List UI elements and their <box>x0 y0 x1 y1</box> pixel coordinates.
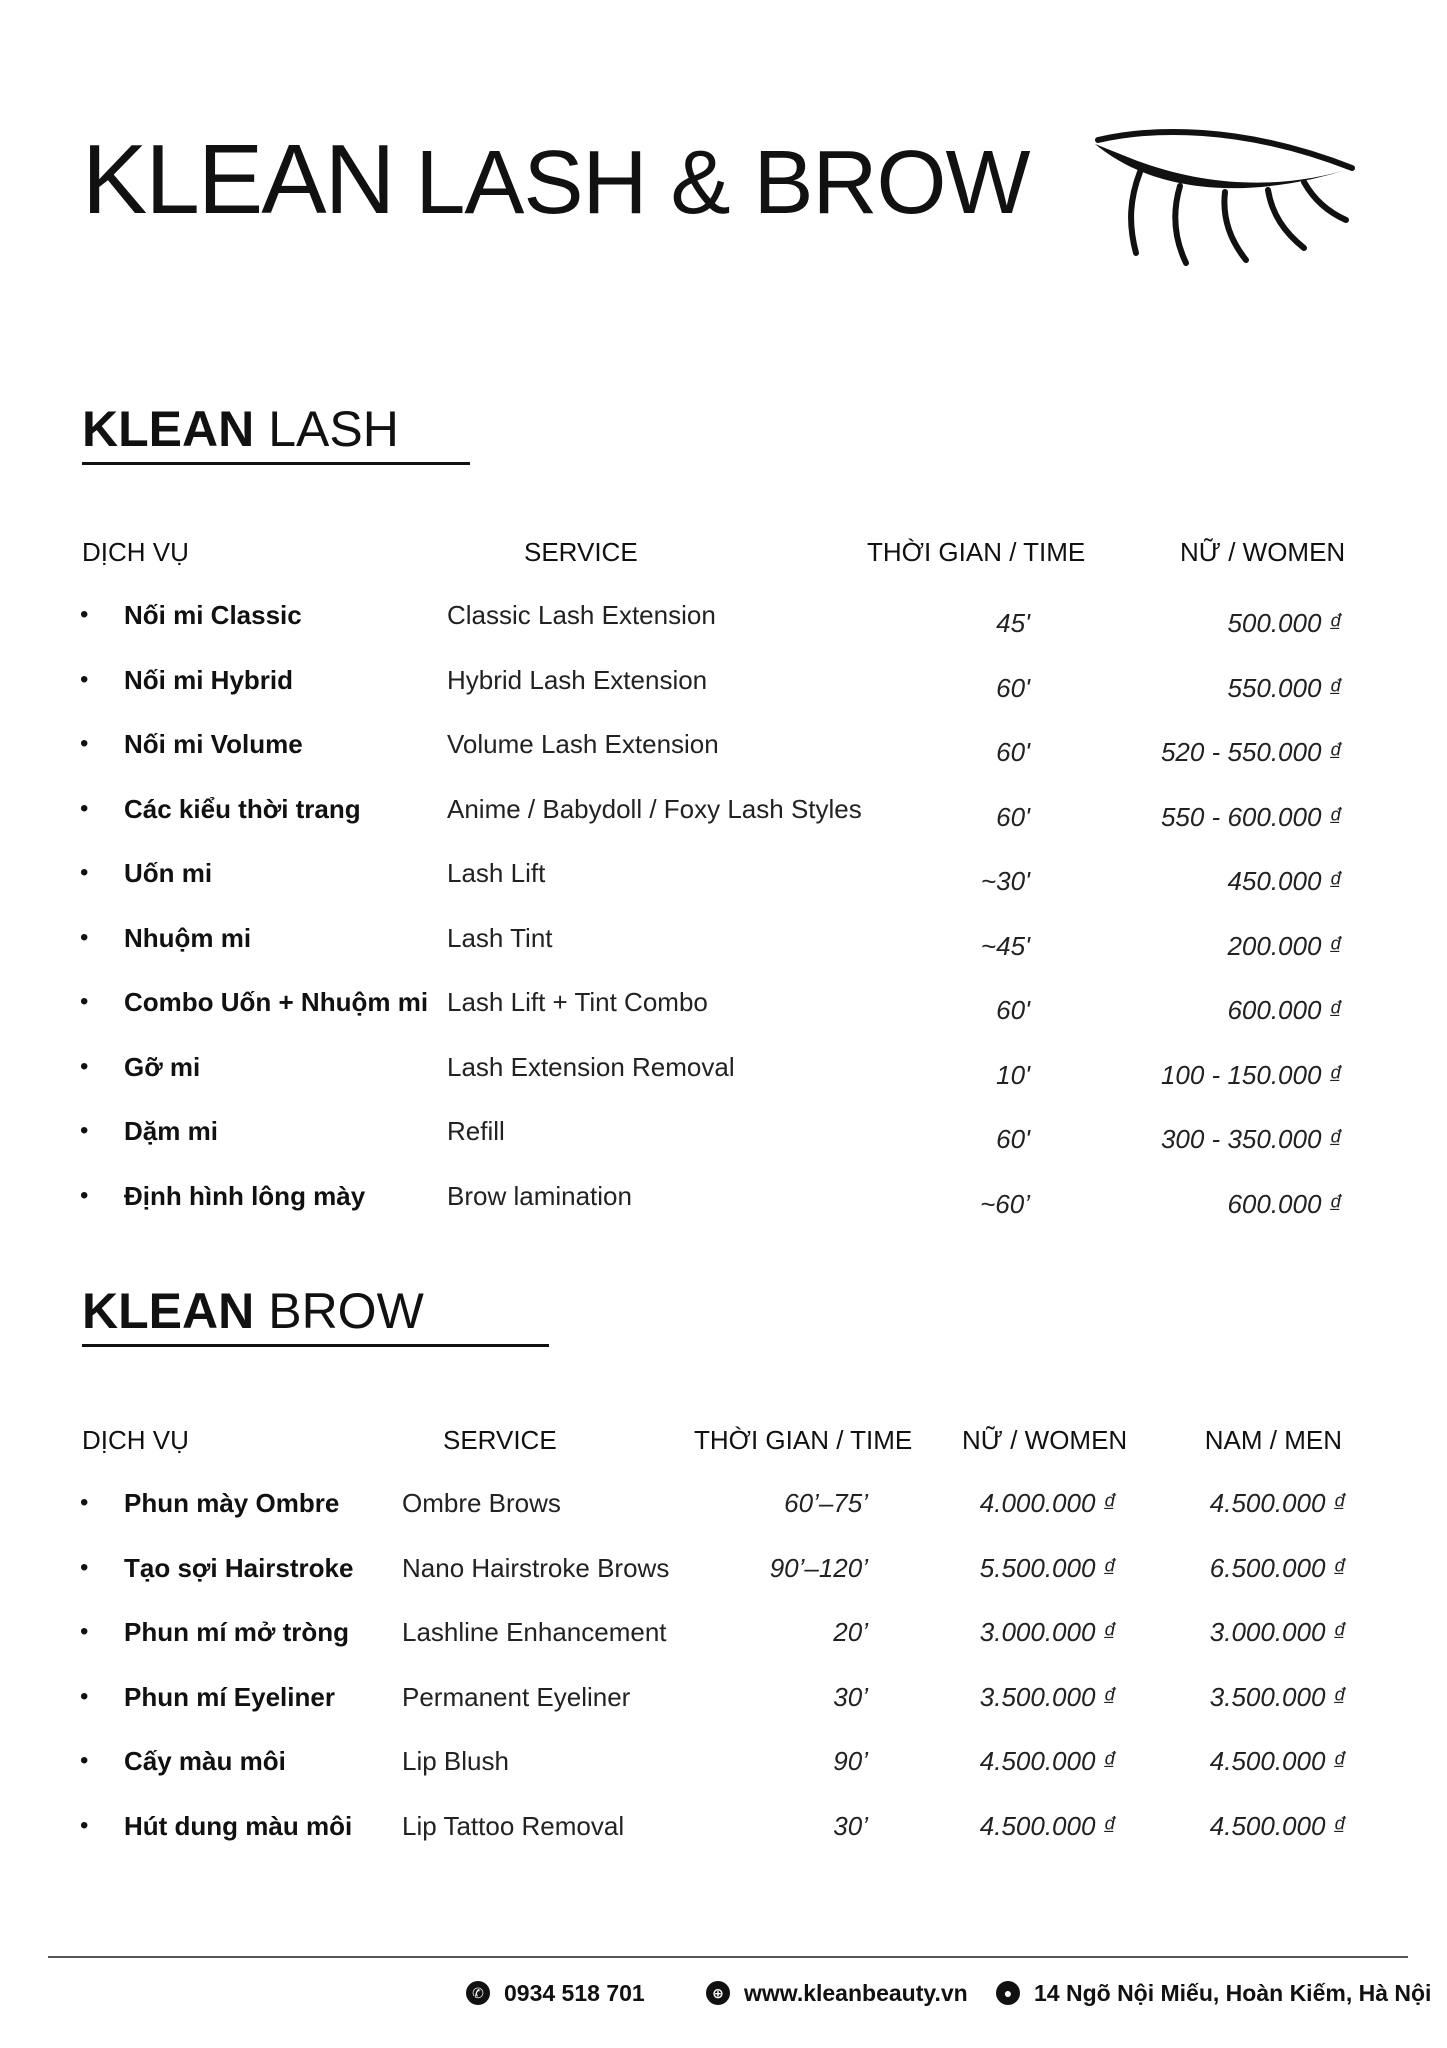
footer-phone[interactable] <box>466 1976 645 2010</box>
lash-service-vi: Các kiểu thời trang <box>124 793 361 824</box>
brow-col-men: NAM / MEN <box>1204 1425 1342 1455</box>
lash-price-women: 550.000 ₫ <box>1227 672 1342 703</box>
brow-price-men: 3.500.000 ₫ <box>1209 1681 1346 1712</box>
brand-subtitle: LASH & BROW <box>415 133 1030 233</box>
phone-icon: ✆ <box>466 1981 490 2005</box>
brow-duration: 60’–75’ <box>784 1488 868 1518</box>
bullet-icon: • <box>80 988 89 1015</box>
lash-service-en: Lash Tint <box>447 922 553 953</box>
lash-price-women: 600.000 ₫ <box>1227 995 1342 1025</box>
brow-price-women: 4.500.000 ₫ <box>979 1810 1116 1841</box>
lash-service-en: Hybrid Lash Extension <box>447 664 708 695</box>
lash-service-en: Refill <box>447 1116 505 1146</box>
bullet-icon: • <box>80 1181 89 1209</box>
brow-service-vi: Phun mí mở tròng <box>124 1617 350 1647</box>
brow-price-men: 6.500.000 ₫ <box>1209 1552 1346 1583</box>
brow-price-men: 4.500.000 ₫ <box>1209 1746 1346 1776</box>
lash-service-vi: Định hình lông mày <box>124 1180 366 1211</box>
brow-price-men: 4.500.000 ₫ <box>1209 1810 1346 1841</box>
brow-service-en: Ombre Brows <box>402 1488 561 1518</box>
brow-service-vi: Phun mày Ombre <box>124 1488 340 1518</box>
brow-service-vi: Cấy màu môi <box>124 1746 286 1776</box>
brow-price-men: 4.500.000 ₫ <box>1209 1488 1346 1518</box>
brow-duration: 30’ <box>833 1810 868 1841</box>
bullet-icon: • <box>80 1618 89 1645</box>
lash-title-light: LASH <box>268 401 399 457</box>
footer-website-text: www.kleanbeauty.vn <box>744 1979 968 2006</box>
brow-service-vi: Hút dung màu môi <box>124 1810 353 1841</box>
bullet-icon: • <box>80 859 89 886</box>
brow-service-en: Lip Tattoo Removal <box>402 1810 625 1841</box>
brow-price-women: 5.500.000 ₫ <box>979 1552 1116 1583</box>
brand-name: KLEAN <box>82 124 394 234</box>
lash-service-en: Volume Lash Extension <box>447 729 719 759</box>
bullet-icon: • <box>80 1747 89 1774</box>
lash-price-women: 200.000 ₫ <box>1227 930 1342 961</box>
lash-duration: 60' <box>996 1124 1030 1154</box>
globe-icon: ⊕ <box>706 1981 730 2005</box>
lash-section-title <box>82 401 399 457</box>
lash-duration: 10' <box>996 1059 1030 1090</box>
lash-service-vi: Uốn mi <box>124 858 213 888</box>
lash-title-bold: KLEAN <box>82 401 255 457</box>
lash-duration: 60' <box>996 801 1030 832</box>
brow-col-vi: DỊCH VỤ <box>82 1425 189 1455</box>
lash-col-service: SERVICE <box>524 537 638 567</box>
lash-duration: ~45' <box>980 930 1030 961</box>
brow-col-women: NỮ / WOMEN <box>962 1425 1128 1455</box>
lash-price-women: 550 - 600.000 ₫ <box>1160 801 1342 832</box>
footer-address-text: 14 Ngõ Nội Miếu, Hoàn Kiếm, Hà Nội <box>1034 1979 1432 2006</box>
lash-price-women: 100 - 150.000 ₫ <box>1160 1059 1342 1090</box>
lash-price-women: 300 - 350.000 ₫ <box>1160 1124 1342 1154</box>
bullet-icon: • <box>80 601 89 628</box>
lash-price-women: 500.000 ₫ <box>1227 608 1342 638</box>
bullet-icon: • <box>80 923 89 951</box>
lash-service-vi: Nối mi Volume <box>124 729 303 759</box>
brow-title-underline <box>82 1344 549 1347</box>
lash-service-vi: Nối mi Hybrid <box>124 664 294 695</box>
lash-col-women: NỮ / WOMEN <box>1180 537 1346 567</box>
lash-service-en: Lash Lift <box>447 858 546 888</box>
lash-duration: 60' <box>996 672 1030 703</box>
brow-price-women: 3.000.000 ₫ <box>979 1617 1116 1647</box>
lash-price-women: 520 - 550.000 ₫ <box>1160 737 1342 767</box>
footer-website[interactable] <box>706 1976 968 2010</box>
lash-service-vi: Dặm mi <box>124 1116 218 1146</box>
bullet-icon: • <box>80 1682 89 1710</box>
brow-duration: 90’–120’ <box>769 1552 868 1583</box>
bullet-icon: • <box>80 730 89 757</box>
lash-col-vi: DỊCH VỤ <box>82 537 189 567</box>
brow-col-time: THỜI GIAN / TIME <box>694 1425 913 1455</box>
lash-col-time: THỜI GIAN / TIME <box>867 537 1086 567</box>
brow-price-women: 3.500.000 ₫ <box>979 1681 1116 1712</box>
brow-title-light: BROW <box>268 1283 424 1339</box>
lash-title-underline <box>82 462 470 465</box>
bullet-icon: • <box>80 1811 89 1839</box>
brow-service-vi: Phun mí Eyeliner <box>124 1681 335 1712</box>
brand-logo <box>82 124 1030 234</box>
bullet-icon: • <box>80 1052 89 1080</box>
brow-price-men: 3.000.000 ₫ <box>1209 1617 1346 1647</box>
lash-service-vi: Gỡ mi <box>124 1051 201 1082</box>
lash-service-en: Lash Extension Removal <box>447 1051 735 1082</box>
lash-service-en: Anime / Babydoll / Foxy Lash Styles <box>447 793 862 824</box>
brow-price-women: 4.500.000 ₫ <box>979 1746 1116 1776</box>
lash-service-vi: Nhuộm mi <box>124 922 252 953</box>
brow-service-en: Lashline Enhancement <box>402 1617 667 1647</box>
brow-col-service: SERVICE <box>443 1425 557 1455</box>
bullet-icon: • <box>80 1117 89 1144</box>
lash-service-en: Brow lamination <box>447 1180 632 1211</box>
bullet-icon: • <box>80 1553 89 1581</box>
brow-service-vi: Tạo sợi Hairstroke <box>124 1552 354 1583</box>
brow-duration: 90’ <box>833 1746 868 1776</box>
bullet-icon: • <box>80 665 89 693</box>
brow-service-en: Permanent Eyeliner <box>402 1681 631 1712</box>
brow-section-title <box>82 1283 424 1339</box>
bullet-icon: • <box>80 1489 89 1516</box>
lash-duration: ~30' <box>980 866 1030 896</box>
footer-address <box>996 1976 1431 2010</box>
bullet-icon: • <box>80 794 89 822</box>
lash-service-vi: Nối mi Classic <box>124 600 302 630</box>
lash-service-vi: Combo Uốn + Nhuộm mi <box>124 987 429 1017</box>
lash-duration: 60' <box>996 737 1030 767</box>
brow-service-en: Lip Blush <box>402 1746 509 1776</box>
lash-duration: 60' <box>996 995 1030 1025</box>
lash-service-en: Classic Lash Extension <box>447 600 716 630</box>
lash-service-en: Lash Lift + Tint Combo <box>447 987 708 1017</box>
brow-duration: 30’ <box>833 1681 868 1712</box>
footer-divider <box>48 1956 1408 1958</box>
footer-phone-text: 0934 518 701 <box>504 1979 645 2006</box>
brow-service-en: Nano Hairstroke Brows <box>402 1552 670 1583</box>
closed-eye-lash-icon <box>1090 128 1360 268</box>
brow-duration: 20’ <box>833 1617 868 1647</box>
brow-title-bold: KLEAN <box>82 1283 255 1339</box>
brow-price-women: 4.000.000 ₫ <box>979 1488 1116 1518</box>
lash-price-women: 450.000 ₫ <box>1227 866 1342 896</box>
location-pin-icon: ● <box>996 1981 1020 2005</box>
lash-duration: ~60’ <box>980 1188 1030 1219</box>
lash-duration: 45' <box>996 608 1030 638</box>
lash-price-women: 600.000 ₫ <box>1227 1188 1342 1219</box>
